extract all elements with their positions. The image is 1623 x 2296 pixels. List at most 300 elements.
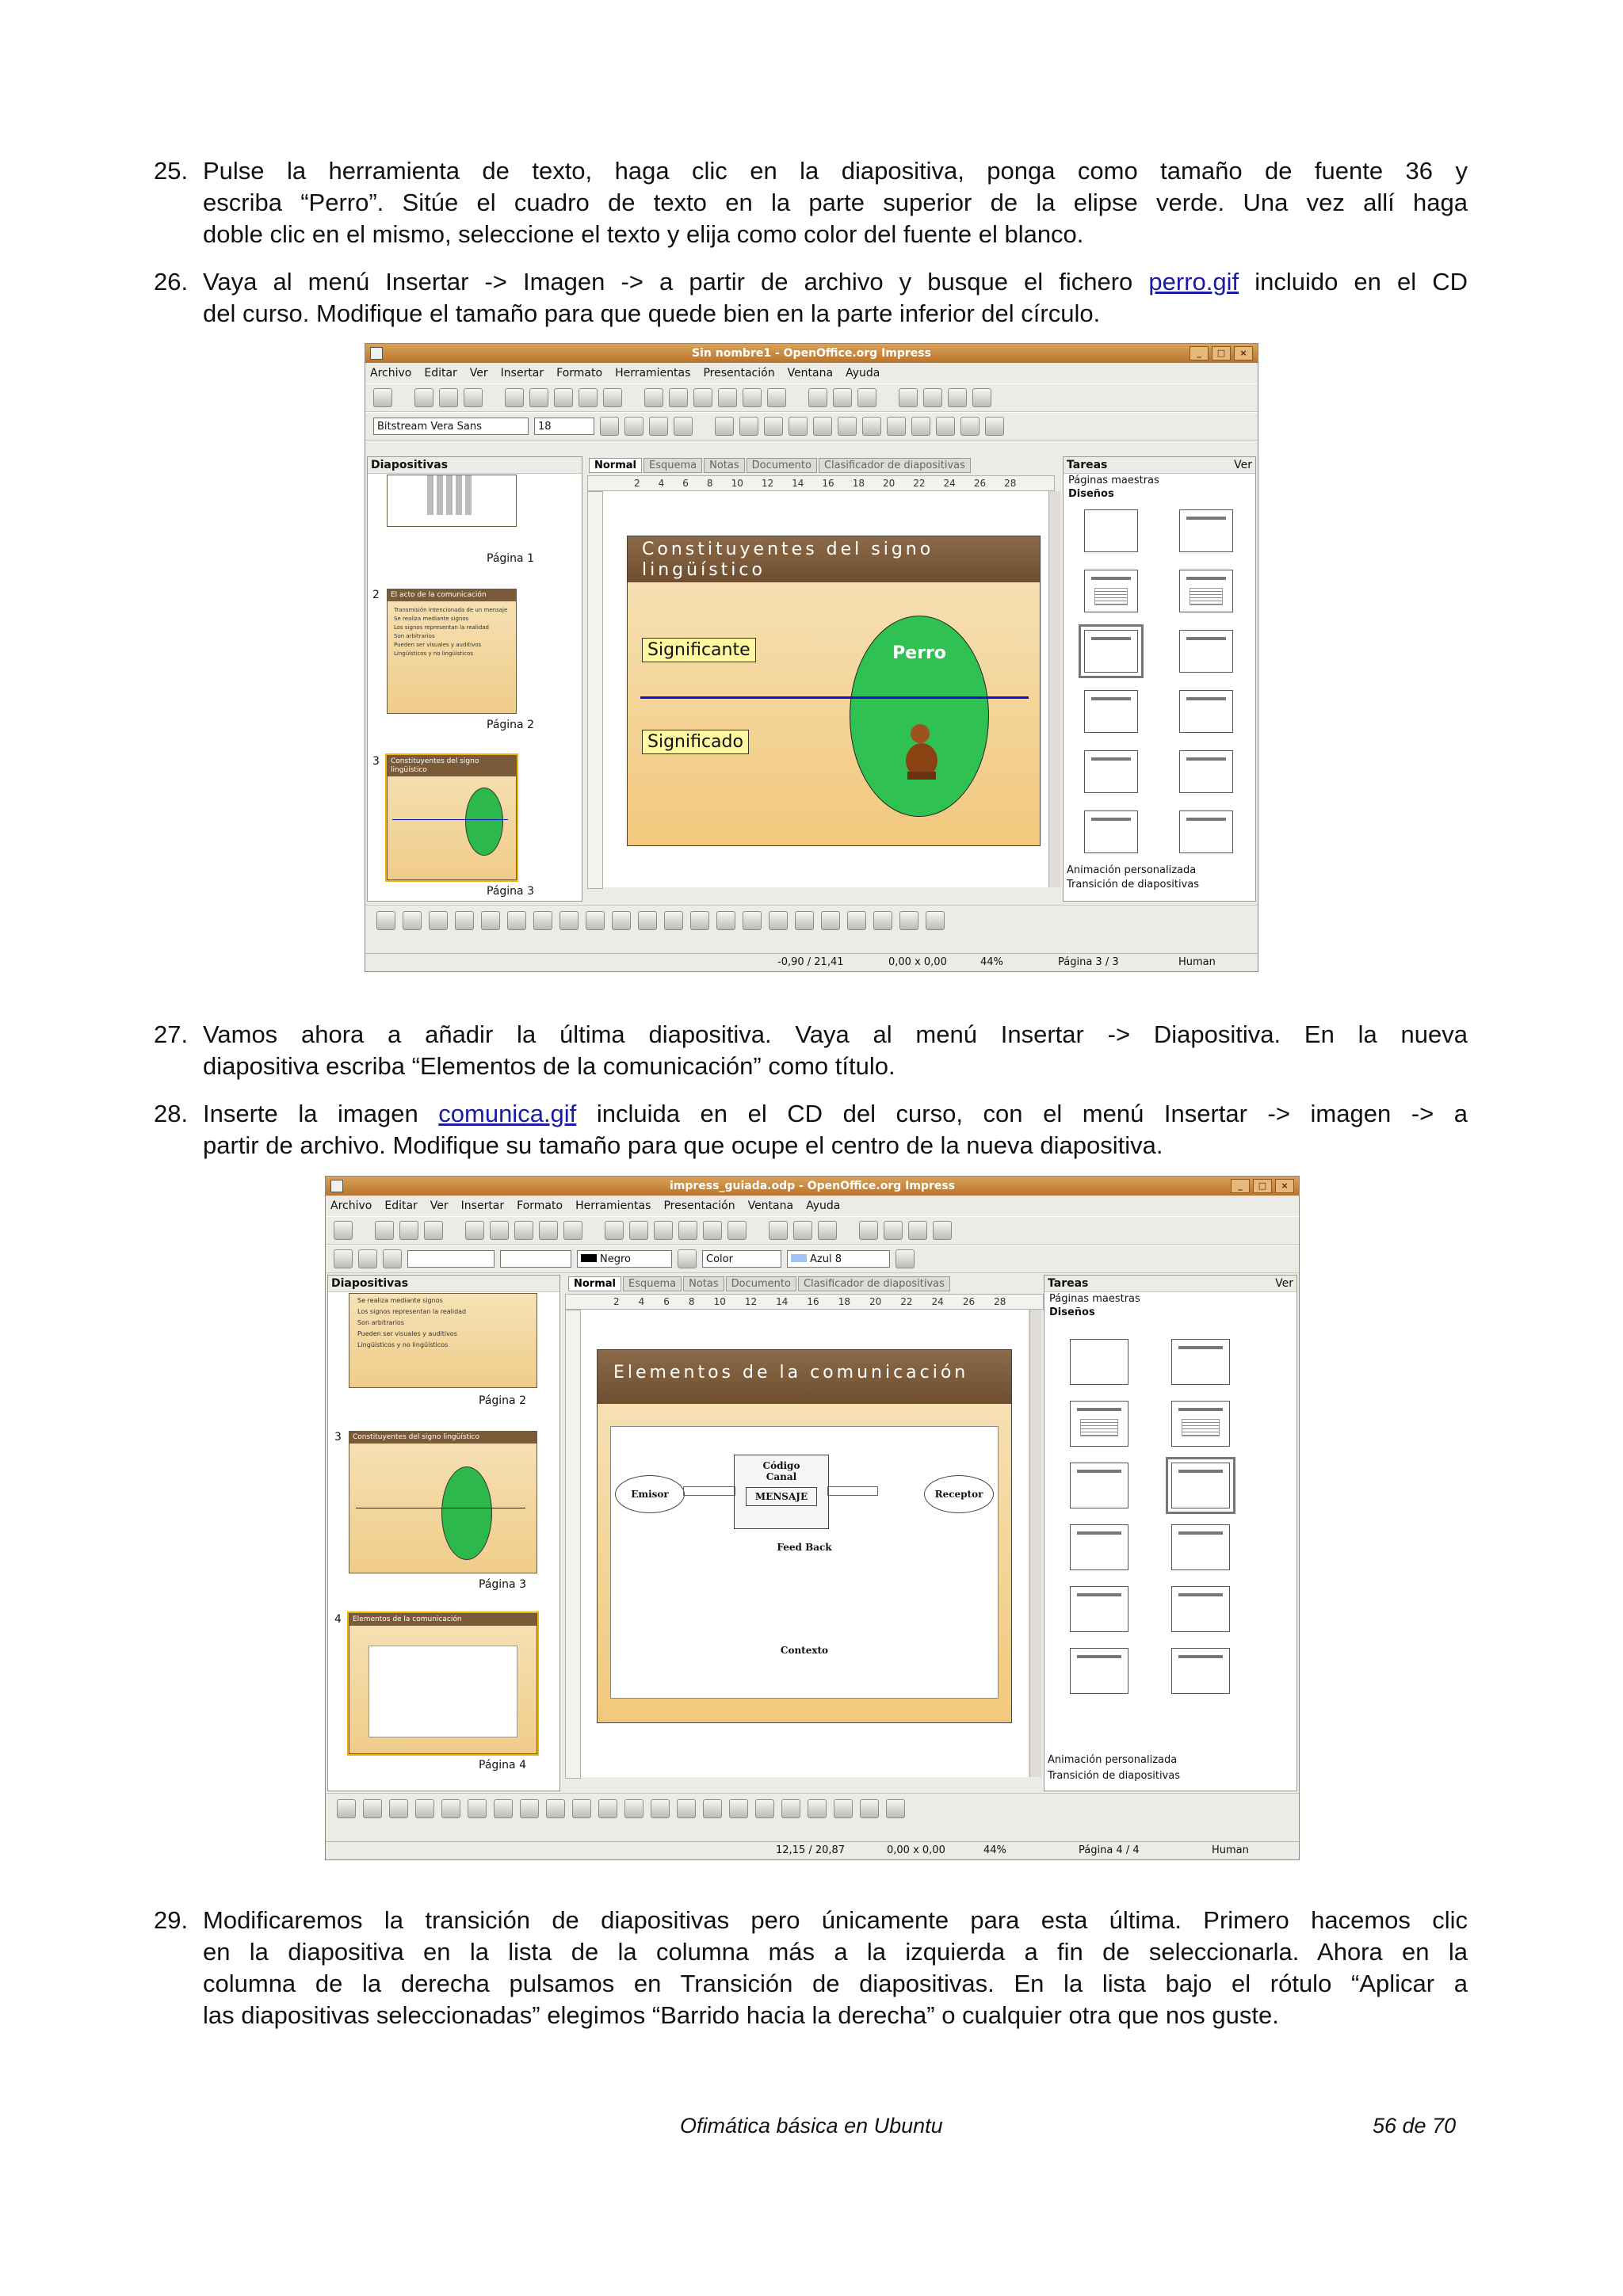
basic-shapes-icon[interactable] [546, 1799, 565, 1818]
spellcheck-icon[interactable] [539, 1221, 558, 1240]
separator [488, 389, 499, 406]
display-icon[interactable] [857, 388, 876, 407]
layout-centered-text[interactable] [1179, 630, 1233, 673]
paste-icon[interactable] [654, 1221, 673, 1240]
spellcheck-icon[interactable] [579, 388, 598, 407]
line-arrow-icon[interactable] [389, 1799, 408, 1818]
justify-icon[interactable] [789, 417, 808, 436]
ruler-tick: 26 [962, 1296, 976, 1307]
canal-label: Canal [766, 1471, 797, 1482]
menu-bar [326, 1197, 1299, 1215]
layout-title-content[interactable] [1070, 1401, 1128, 1447]
format-paintbrush-icon[interactable] [678, 1221, 697, 1240]
tasks-panel [1063, 456, 1256, 902]
chart-icon[interactable] [808, 388, 827, 407]
fontwork-icon[interactable] [729, 1799, 748, 1818]
text-line: Pulse la herramienta de texto, haga clic en la diapositiva, ponga como tamaño de fuente 36 y [203, 157, 1468, 185]
stars-icon[interactable] [716, 911, 735, 930]
menu-presentacion[interactable]: Presentación [663, 1199, 735, 1212]
slide-thumbnail-2[interactable] [387, 589, 517, 714]
tab-documento[interactable]: Documento [726, 1276, 796, 1291]
block-arrows-icon[interactable] [638, 911, 657, 930]
bullet: Los signos representan la realidad [357, 1308, 467, 1315]
autospellcheck-icon[interactable] [603, 388, 622, 407]
flowchart-icon[interactable] [664, 911, 683, 930]
new-icon[interactable] [373, 388, 392, 407]
shadow-icon[interactable] [674, 417, 693, 436]
connector-icon[interactable] [520, 1799, 539, 1818]
layout-text-chart[interactable] [1179, 750, 1233, 793]
tab-normal[interactable]: Normal [589, 458, 642, 473]
font-color-icon[interactable] [985, 417, 1004, 436]
character-icon[interactable] [936, 417, 955, 436]
paragraph-25 [154, 155, 1468, 250]
list-number: 28. [154, 1100, 189, 1127]
symbol-shapes-icon[interactable] [572, 1799, 591, 1818]
curve-icon[interactable] [494, 1799, 513, 1818]
slide-thumbnail-4[interactable] [349, 1613, 537, 1754]
tasks-view-menu[interactable]: Ver [1234, 459, 1252, 471]
layout-chart[interactable] [1084, 690, 1138, 733]
underline-icon[interactable] [649, 417, 668, 436]
slide-thumbnail-2[interactable] [349, 1293, 537, 1388]
menu-ver[interactable]: Ver [430, 1199, 449, 1212]
layout-blank[interactable] [1070, 1339, 1128, 1385]
layout-image-text[interactable] [1070, 1586, 1128, 1632]
slide-thumbnail-3[interactable] [349, 1431, 537, 1573]
from-file-icon[interactable] [755, 1799, 774, 1818]
ruler-tick: 14 [776, 1296, 789, 1307]
separator [628, 389, 639, 406]
custom-animation-section[interactable]: Animación personalizada [1048, 1754, 1178, 1766]
maximize-button[interactable]: □ [1253, 1179, 1272, 1193]
ruler-tick: 12 [744, 1296, 758, 1307]
vertical-scrollbar[interactable] [1048, 491, 1060, 887]
dropdown-arrow-icon[interactable] [398, 389, 409, 406]
undo-icon[interactable] [743, 388, 762, 407]
print-icon[interactable] [554, 388, 573, 407]
line-ends-icon[interactable] [358, 1249, 377, 1268]
symbol-shapes-icon[interactable] [612, 911, 631, 930]
text-run: Vaya al menú Insertar -> Imagen -> a partir de archivo y busque el fichero [203, 268, 1149, 296]
thumb-line [392, 819, 508, 820]
tab-notas[interactable]: Notas [704, 458, 745, 473]
footer-title: Ofimática básica en Ubuntu [680, 2114, 943, 2138]
line-color-value: Negro [600, 1253, 631, 1265]
list-number: 29. [154, 1906, 189, 1934]
view-tabs [589, 458, 972, 473]
gallery-icon[interactable] [821, 911, 840, 930]
text-tool-icon[interactable] [468, 1799, 487, 1818]
italic-icon[interactable] [624, 417, 643, 436]
ellipse-icon[interactable] [441, 1799, 460, 1818]
shadow-icon[interactable] [896, 1249, 915, 1268]
slide-canvas[interactable] [581, 1310, 1028, 1777]
bullet: Los signos representan la realidad [394, 624, 489, 631]
ruler-tick: 22 [900, 1296, 913, 1307]
slide-title[interactable]: Constituyentes del signo lingüístico [628, 536, 1040, 582]
layout-chart-text[interactable] [1171, 1648, 1230, 1694]
status-style: Human [1178, 956, 1216, 968]
ruler-tick: 10 [713, 1296, 726, 1307]
arrow-right-icon[interactable] [862, 417, 881, 436]
formatting-toolbar [365, 412, 1258, 441]
fill-type-combo[interactable]: Color [702, 1250, 781, 1268]
fill-color-swatch [791, 1254, 807, 1262]
vertical-ruler[interactable] [587, 491, 603, 889]
ruler-tick: 2 [634, 478, 640, 489]
menu-herramientas[interactable]: Herramientas [575, 1199, 651, 1212]
ruler-tick: 14 [792, 478, 804, 489]
status-position: -0,90 / 21,41 [777, 956, 844, 968]
text-line: columna de la derecha pulsamos en Transición de diapositivas. En la lista bajo el rótulo “Aplicar a [203, 1970, 1468, 1997]
cut-icon[interactable] [605, 1221, 624, 1240]
layout-text-chart[interactable] [1171, 1586, 1230, 1632]
line-icon[interactable] [383, 1249, 402, 1268]
fontwork-icon[interactable] [769, 911, 788, 930]
slide-thumbnail-3[interactable] [387, 755, 517, 880]
thumb-number: 3 [372, 755, 380, 768]
display-icon[interactable] [818, 1221, 837, 1240]
window-title: impress_guiada.odp - OpenOffice.org Impress [669, 1180, 956, 1192]
bold-icon[interactable] [600, 417, 619, 436]
horizontal-ruler[interactable] [565, 1294, 1044, 1310]
paragraph-28 [154, 1098, 1468, 1161]
layout-title-content[interactable] [1084, 570, 1138, 612]
align-right-icon[interactable] [764, 417, 783, 436]
separator [698, 418, 709, 435]
area-icon[interactable] [678, 1249, 697, 1268]
help-icon[interactable] [933, 1221, 952, 1240]
bullet: Se realiza mediante signos [394, 616, 469, 622]
thumb-ellipse [441, 1466, 492, 1560]
master-pages-section[interactable]: Páginas maestras [1068, 475, 1159, 486]
menu-archivo[interactable]: Archivo [330, 1199, 372, 1212]
edit-file-icon[interactable] [505, 388, 524, 407]
text-tool-icon[interactable] [507, 911, 526, 930]
alignment-icon[interactable] [834, 1799, 853, 1818]
ellipse-icon[interactable] [481, 911, 500, 930]
table-icon[interactable] [793, 1221, 812, 1240]
curve-icon[interactable] [533, 911, 552, 930]
align-center-icon[interactable] [739, 417, 758, 436]
connector-icon[interactable] [559, 911, 579, 930]
points-icon[interactable] [743, 911, 762, 930]
format-paintbrush-icon[interactable] [718, 388, 737, 407]
layout-chart-text[interactable] [1179, 810, 1233, 853]
tab-esquema[interactable]: Esquema [643, 458, 702, 473]
font-name-combo[interactable]: Bitstream Vera Sans [373, 418, 529, 435]
layout-title-only[interactable] [1171, 1339, 1230, 1385]
ruler-tick: 4 [658, 478, 665, 489]
standard-toolbar [326, 1216, 1299, 1245]
navigator-icon[interactable] [884, 1221, 903, 1240]
callouts-icon[interactable] [651, 1799, 670, 1818]
menu-archivo[interactable]: Archivo [370, 367, 412, 379]
layout-blank[interactable] [1084, 509, 1138, 552]
open-icon[interactable] [414, 388, 433, 407]
arrow-left-icon[interactable] [838, 417, 857, 436]
layout-title-object[interactable] [1084, 630, 1138, 673]
menu-editar[interactable]: Editar [384, 1199, 418, 1212]
fill-color-value: Azul 8 [810, 1253, 842, 1265]
layout-title-2content[interactable] [1171, 1401, 1230, 1447]
page-label: Página 2 [487, 719, 534, 731]
text-line: en la diapositiva en la lista de la columna más a la izquierda a fin de seleccionarla. Ahora en la [203, 1938, 1468, 1966]
select-arrow-icon[interactable] [376, 911, 395, 930]
divider-line[interactable] [640, 696, 1029, 699]
text-line [203, 266, 1468, 298]
menu-ventana[interactable]: Ventana [787, 367, 834, 379]
redo-icon[interactable] [727, 1221, 747, 1240]
comunica-gif-link[interactable]: comunica.gif [438, 1100, 577, 1127]
status-position: 12,15 / 20,87 [776, 1844, 846, 1856]
menu-bar [365, 364, 1258, 382]
maximize-button[interactable]: □ [1212, 346, 1231, 360]
zoom-icon[interactable] [908, 1221, 927, 1240]
bullet: Son arbitrarios [357, 1319, 404, 1326]
slide-3[interactable] [627, 536, 1041, 846]
paragraph-29 [154, 1905, 1468, 2031]
layout-text-image[interactable] [1070, 1648, 1128, 1694]
close-button[interactable]: × [1234, 346, 1253, 360]
cut-icon[interactable] [644, 388, 663, 407]
page-label: Página 4 [479, 1759, 526, 1772]
menu-insertar[interactable]: Insertar [500, 367, 544, 379]
status-zoom[interactable]: 44% [983, 1844, 1006, 1856]
table-icon[interactable] [833, 388, 852, 407]
green-ellipse[interactable] [850, 616, 989, 817]
separator [842, 1222, 854, 1239]
extrusion-icon[interactable] [926, 911, 945, 930]
significado-label[interactable]: Significado [642, 730, 749, 754]
rectangle-icon[interactable] [455, 911, 474, 930]
block-arrows-icon[interactable] [598, 1799, 617, 1818]
layout-title-only[interactable] [1179, 509, 1233, 552]
flowchart-icon[interactable] [624, 1799, 643, 1818]
slide-transition-section[interactable]: Transición de diapositivas [1048, 1770, 1180, 1782]
autospellcheck-icon[interactable] [563, 1221, 582, 1240]
arrow-down-icon[interactable] [911, 417, 930, 436]
callouts-icon[interactable] [690, 911, 709, 930]
menu-presentacion[interactable]: Presentación [703, 367, 775, 379]
menu-insertar[interactable]: Insertar [460, 1199, 505, 1212]
thumb-number: 4 [334, 1613, 342, 1626]
line-arrow-icon[interactable] [429, 911, 448, 930]
redo-icon[interactable] [767, 388, 786, 407]
help-icon[interactable] [972, 388, 991, 407]
paste-icon[interactable] [693, 388, 712, 407]
presentation-icon[interactable] [334, 1249, 353, 1268]
copy-icon[interactable] [669, 388, 688, 407]
fill-color-combo[interactable] [787, 1250, 890, 1268]
rotate-icon[interactable] [808, 1799, 827, 1818]
thumb-ellipse [465, 788, 503, 856]
comunica-image[interactable] [610, 1426, 999, 1699]
menu-formato[interactable]: Formato [517, 1199, 563, 1212]
app-icon [330, 1180, 343, 1192]
line-width-combo[interactable] [500, 1250, 571, 1268]
status-style: Human [1212, 1844, 1249, 1856]
extrusion-icon[interactable] [886, 1799, 905, 1818]
significante-label[interactable]: Significante [642, 638, 756, 662]
layout-title-2content[interactable] [1179, 570, 1233, 612]
text-run: incluida en el CD del curso, con el menú Insertar -> imagen -> a [576, 1100, 1468, 1127]
layout-table[interactable] [1171, 1524, 1230, 1570]
arrow-right-icon [827, 1486, 878, 1496]
undo-icon[interactable] [703, 1221, 722, 1240]
menu-ayuda[interactable]: Ayuda [806, 1199, 841, 1212]
tasks-header [1044, 1276, 1296, 1292]
separator [449, 1222, 460, 1239]
vertical-ruler[interactable] [565, 1310, 581, 1779]
custom-animation-section[interactable]: Animación personalizada [1067, 864, 1197, 876]
edit-file-icon[interactable] [465, 1221, 484, 1240]
menu-editar[interactable]: Editar [424, 367, 457, 379]
arrow-up-icon[interactable] [887, 417, 906, 436]
select-arrow-icon[interactable] [337, 1799, 356, 1818]
drawing-toolbar [326, 1793, 1299, 1824]
layout-centered-text[interactable] [1171, 1463, 1230, 1508]
chart-icon[interactable] [769, 1221, 788, 1240]
rotate-icon[interactable] [847, 911, 866, 930]
line-icon[interactable] [403, 911, 422, 930]
from-file-icon[interactable] [795, 911, 814, 930]
open-icon[interactable] [375, 1221, 394, 1240]
ruler-tick: 22 [913, 478, 926, 489]
separator [792, 389, 803, 406]
layouts-section[interactable]: Diseños [1049, 1306, 1095, 1318]
view-tabs [568, 1276, 952, 1291]
line-icon[interactable] [363, 1799, 382, 1818]
line-style-combo[interactable] [407, 1250, 495, 1268]
thumb-title: Constituyentes del signo lingüístico [349, 1432, 537, 1444]
paragraph-icon[interactable] [960, 417, 980, 436]
menu-ver[interactable]: Ver [469, 367, 488, 379]
footer-page-number: 56 de 70 [1373, 2114, 1457, 2138]
master-pages-section[interactable]: Páginas maestras [1049, 1293, 1140, 1305]
perro-gif-link[interactable]: perro.gif [1148, 268, 1239, 296]
slide-thumbnail-1[interactable] [387, 475, 517, 527]
text-line: doble clic en el mismo, seleccione el texto y elija como color del fuente el blanco. [203, 220, 1084, 248]
app-icon [370, 347, 383, 360]
arrange-icon[interactable] [899, 911, 918, 930]
menu-formato[interactable]: Formato [556, 367, 603, 379]
bullets-icon[interactable] [813, 417, 832, 436]
tab-normal[interactable]: Normal [568, 1276, 621, 1291]
email-icon[interactable] [464, 388, 483, 407]
points-icon[interactable] [703, 1799, 722, 1818]
vertical-scrollbar[interactable] [1029, 1310, 1041, 1777]
emisor-ellipse: Emisor [615, 1475, 685, 1513]
layout-text-image[interactable] [1084, 810, 1138, 853]
arrange-icon[interactable] [860, 1799, 879, 1818]
close-button[interactable]: × [1275, 1179, 1294, 1193]
save-icon[interactable] [439, 388, 458, 407]
slide-4[interactable] [597, 1349, 1012, 1723]
tasks-view-menu[interactable]: Ver [1275, 1277, 1293, 1290]
thumb-bullets [388, 601, 516, 663]
rectangle-icon[interactable] [415, 1799, 434, 1818]
slides-panel-title: Diapositivas [328, 1276, 559, 1292]
layout-title-object[interactable] [1070, 1463, 1128, 1508]
bullet: Pueden ser visuales y auditivos [394, 642, 482, 648]
save-icon[interactable] [399, 1221, 418, 1240]
page-label: Página 1 [487, 552, 534, 565]
menu-herramientas[interactable]: Herramientas [615, 367, 691, 379]
layout-image-text[interactable] [1084, 750, 1138, 793]
text-line: Vamos ahora a añadir la última diapositiva. Vaya al menú Insertar -> Diapositiva. En la nueva [203, 1020, 1468, 1048]
text-line: Modificaremos la transición de diapositivas pero únicamente para esta última. Primero hacemos clic [203, 1906, 1468, 1934]
layouts-section[interactable]: Diseños [1068, 488, 1114, 500]
thumb-title: Constituyentes del signo lingüístico [388, 756, 516, 776]
export-pdf-icon[interactable] [529, 388, 548, 407]
minimize-button[interactable]: _ [1231, 1179, 1250, 1193]
align-left-icon[interactable] [715, 417, 734, 436]
ruler-tick: 8 [706, 478, 713, 489]
page-label: Página 2 [479, 1394, 526, 1407]
grid-icon[interactable] [899, 388, 918, 407]
gallery-icon[interactable] [781, 1799, 800, 1818]
codigo-label: Código [762, 1460, 800, 1471]
slides-panel [327, 1275, 560, 1791]
dog-image[interactable] [896, 719, 944, 783]
tab-clasificador[interactable]: Clasificador de diapositivas [819, 458, 971, 473]
minimize-button[interactable]: _ [1190, 346, 1209, 360]
basic-shapes-icon[interactable] [586, 911, 605, 930]
status-zoom[interactable]: 44% [980, 956, 1003, 968]
slide-transition-section[interactable]: Transición de diapositivas [1067, 879, 1199, 891]
bullet: Son arbitrarios [394, 633, 435, 639]
horizontal-ruler[interactable] [587, 475, 1055, 491]
tab-clasificador[interactable]: Clasificador de diapositivas [798, 1276, 950, 1291]
email-icon[interactable] [424, 1221, 443, 1240]
dropdown-arrow-icon[interactable] [358, 1222, 369, 1239]
tab-notas[interactable]: Notas [683, 1276, 724, 1291]
list-number: 25. [154, 157, 189, 185]
thumb-number: 3 [334, 1431, 342, 1444]
layout-table[interactable] [1179, 690, 1233, 733]
grid-icon[interactable] [859, 1221, 878, 1240]
ruler-tick: 28 [1004, 478, 1017, 489]
ruler-tick: 8 [688, 1296, 695, 1307]
screenshot-impress-2 [325, 1176, 1300, 1860]
alignment-icon[interactable] [873, 911, 892, 930]
font-size-combo[interactable]: 18 [534, 418, 594, 435]
slide-title[interactable]: Elementos de la comunicación [598, 1350, 1011, 1404]
slide-canvas[interactable] [603, 491, 1052, 887]
layout-chart[interactable] [1070, 1524, 1128, 1570]
zoom-icon[interactable] [948, 388, 967, 407]
tasks-title: Tareas [1048, 1277, 1089, 1290]
copy-icon[interactable] [629, 1221, 648, 1240]
tab-documento[interactable]: Documento [747, 458, 817, 473]
perro-text[interactable]: Perro [892, 643, 946, 663]
print-icon[interactable] [514, 1221, 533, 1240]
tab-esquema[interactable]: Esquema [623, 1276, 682, 1291]
menu-ayuda[interactable]: Ayuda [846, 367, 880, 379]
bullet: Lingüísticos y no lingüísticos [357, 1341, 449, 1348]
paragraph-26 [154, 266, 1468, 330]
new-icon[interactable] [334, 1221, 353, 1240]
stars-icon[interactable] [677, 1799, 696, 1818]
list-number: 27. [154, 1020, 189, 1048]
line-color-combo[interactable] [577, 1250, 672, 1268]
menu-ventana[interactable]: Ventana [747, 1199, 794, 1212]
standard-toolbar [365, 383, 1258, 412]
navigator-icon[interactable] [923, 388, 942, 407]
export-pdf-icon[interactable] [490, 1221, 509, 1240]
